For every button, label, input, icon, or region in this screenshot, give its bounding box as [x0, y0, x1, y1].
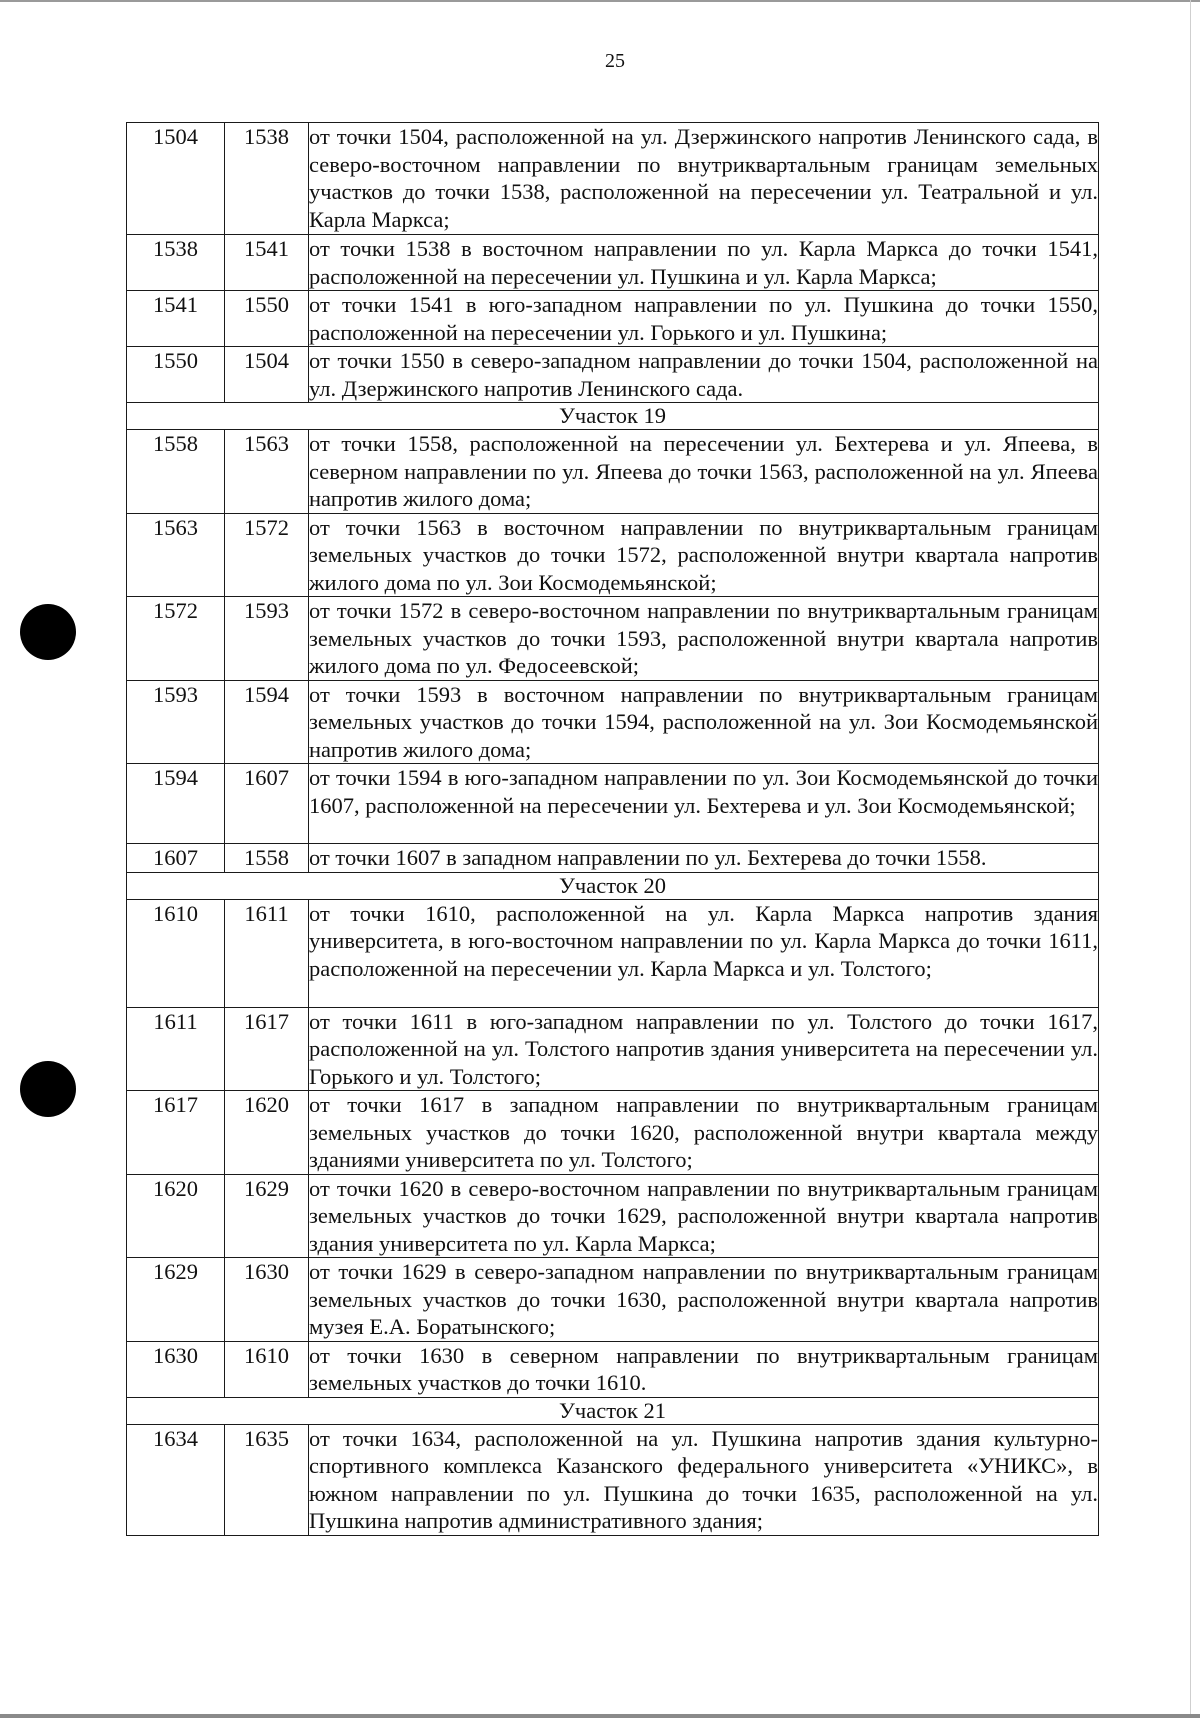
- table-row: [127, 597, 1099, 681]
- to-point-cell: 1629: [225, 1174, 309, 1258]
- route-description-cell: от точки 1610, расположенной на ул. Карла Маркса напротив здания университета, в юго-восточном направлении по ул. Карла Маркса до точки 1611, расположенной на пересечении ул. Карла Маркса и ул. Толстого;: [309, 899, 1099, 1007]
- scan-top-edge: [0, 0, 1200, 2]
- route-description-cell: от точки 1563 в восточном направлении по внутриквартальным границам земельных участков до точки 1572, расположенной внутри квартала напротив жилого дома по ул. Зои Космодемьянской;: [309, 514, 1098, 595]
- route-description-cell: от точки 1550 в северо-западном направлении до точки 1504, расположенной на ул. Дзержинского напротив Ленинского сада.: [309, 348, 1098, 401]
- from-point-cell: 1550: [127, 347, 225, 403]
- from-point-cell: 1558: [127, 430, 225, 514]
- section-title: Участок 20: [127, 872, 1099, 899]
- route-description-cell: от точки 1538 в восточном направлении по ул. Карла Маркса до точки 1541, расположенной на пересечении ул. Пушкина и ул. Карла Маркса;: [309, 236, 1098, 289]
- section-header-row: [127, 872, 1099, 899]
- to-point-cell: 1538: [225, 123, 309, 235]
- from-point-cell: 1617: [127, 1091, 225, 1175]
- route-description-cell: от точки 1634, расположенной на ул. Пушкина напротив здания культурно-спортивного комплекса Казанского федерального университета «УНИКС», в южном направлении по ул. Пушкина до точки 1635, расположенной на ул. Пушкина напротив административного здания;: [309, 1425, 1098, 1533]
- scan-right-edge: [1190, 0, 1191, 1718]
- to-point-cell: 1550: [225, 291, 309, 347]
- to-point-cell: 1607: [225, 764, 309, 844]
- route-description-cell: от точки 1594 в юго-западном направлении по ул. Зои Космодемьянской до точки 1607, расположенной на пересечении ул. Бехтерева и ул. Зои Космодемьянской;: [309, 764, 1099, 844]
- boundary-table: [126, 122, 1099, 1536]
- table-row: [127, 764, 1099, 844]
- from-point-cell: 1538: [127, 235, 225, 291]
- table-row: [127, 430, 1099, 514]
- to-point-cell: 1563: [225, 430, 309, 514]
- from-point-cell: 1541: [127, 291, 225, 347]
- route-description-cell: от точки 1504, расположенной на ул. Дзержинского напротив Ленинского сада, в северо-восточном направлении по внутриквартальным границам земельных участков до точки 1538, расположенной на пересечении ул. Театральной и ул. Карла Маркса;: [309, 123, 1099, 235]
- table-row: [127, 123, 1099, 235]
- from-point-cell: 1629: [127, 1258, 225, 1342]
- route-description-cell: от точки 1617 в западном направлении по внутриквартальным границам земельных участков до точки 1620, расположенной внутри квартала между зданиями университета по ул. Толстого;: [309, 1092, 1098, 1172]
- to-point-cell: 1558: [225, 844, 309, 873]
- boundary-table-body: [127, 123, 1099, 1536]
- from-point-cell: 1634: [127, 1424, 225, 1535]
- table-row: [127, 513, 1099, 597]
- to-point-cell: 1635: [225, 1424, 309, 1535]
- from-point-cell: 1504: [127, 123, 225, 235]
- to-point-cell: 1610: [225, 1341, 309, 1397]
- from-point-cell: 1563: [127, 513, 225, 597]
- from-point-cell: 1607: [127, 844, 225, 873]
- binder-hole-bottom: [20, 1061, 76, 1117]
- route-description-cell: от точки 1572 в северо-восточном направлении по внутриквартальным границам земельных участков до точки 1593, расположенной внутри квартала напротив жилого дома по ул. Федосеевской;: [309, 598, 1098, 678]
- route-description-cell: от точки 1558, расположенной на пересечении ул. Бехтерева и ул. Япеева, в северном направлении по ул. Япеева до точки 1563, расположенной на ул. Япеева напротив жилого дома;: [309, 431, 1098, 511]
- table-row: [127, 1091, 1099, 1175]
- to-point-cell: 1572: [225, 513, 309, 597]
- route-description-cell: от точки 1620 в северо-восточном направлении по внутриквартальным границам земельных участков до точки 1629, расположенной внутри квартала напротив здания университета по ул. Карла Маркса;: [309, 1175, 1098, 1256]
- table-row: [127, 899, 1099, 1007]
- scan-bottom-edge: [0, 1714, 1200, 1718]
- to-point-cell: 1594: [225, 680, 309, 764]
- route-description-cell: от точки 1630 в северном направлении по внутриквартальным границам земельных участков до точки 1610.: [309, 1342, 1098, 1395]
- to-point-cell: 1541: [225, 235, 309, 291]
- from-point-cell: 1611: [127, 1007, 225, 1091]
- section-title: Участок 21: [127, 1397, 1099, 1424]
- route-description-cell: от точки 1607 в западном направлении по ул. Бехтерева до точки 1558.: [309, 844, 1099, 873]
- route-description-cell: от точки 1593 в восточном направлении по внутриквартальным границам земельных участков до точки 1594, расположенной на ул. Зои Космодемьянской напротив жилого дома;: [309, 681, 1098, 762]
- route-description-cell: от точки 1611 в юго-западном направлении по ул. Толстого до точки 1617, расположенной на ул. Толстого напротив здания университета на пересечении ул. Горького и ул. Толстого;: [309, 1008, 1098, 1089]
- from-point-cell: 1610: [127, 899, 225, 1007]
- table-row: [127, 291, 1099, 347]
- from-point-cell: 1620: [127, 1174, 225, 1258]
- to-point-cell: 1504: [225, 347, 309, 403]
- page-number: 25: [605, 50, 625, 72]
- table-row: [127, 844, 1099, 873]
- table-row: [127, 1341, 1099, 1397]
- to-point-cell: 1617: [225, 1007, 309, 1091]
- to-point-cell: 1593: [225, 597, 309, 681]
- section-title: Участок 19: [127, 403, 1099, 430]
- table-row: [127, 1174, 1099, 1258]
- table-row: [127, 235, 1099, 291]
- table-row: [127, 347, 1099, 403]
- table-row: [127, 680, 1099, 764]
- to-point-cell: 1630: [225, 1258, 309, 1342]
- table-row: [127, 1007, 1099, 1091]
- section-header-row: [127, 1397, 1099, 1424]
- binder-hole-top: [20, 604, 76, 660]
- to-point-cell: 1611: [225, 899, 309, 1007]
- from-point-cell: 1593: [127, 680, 225, 764]
- table-row: [127, 1424, 1099, 1535]
- to-point-cell: 1620: [225, 1091, 309, 1175]
- table-row: [127, 1258, 1099, 1342]
- route-description-cell: от точки 1629 в северо-западном направлении по внутриквартальным границам земельных участков до точки 1630, расположенной внутри квартала напротив музея Е.А. Боратынского;: [309, 1259, 1098, 1339]
- route-description-cell: от точки 1541 в юго-западном направлении по ул. Пушкина до точки 1550, расположенной на пересечении ул. Горького и ул. Пушкина;: [309, 292, 1098, 345]
- from-point-cell: 1630: [127, 1341, 225, 1397]
- section-header-row: [127, 403, 1099, 430]
- from-point-cell: 1594: [127, 764, 225, 844]
- from-point-cell: 1572: [127, 597, 225, 681]
